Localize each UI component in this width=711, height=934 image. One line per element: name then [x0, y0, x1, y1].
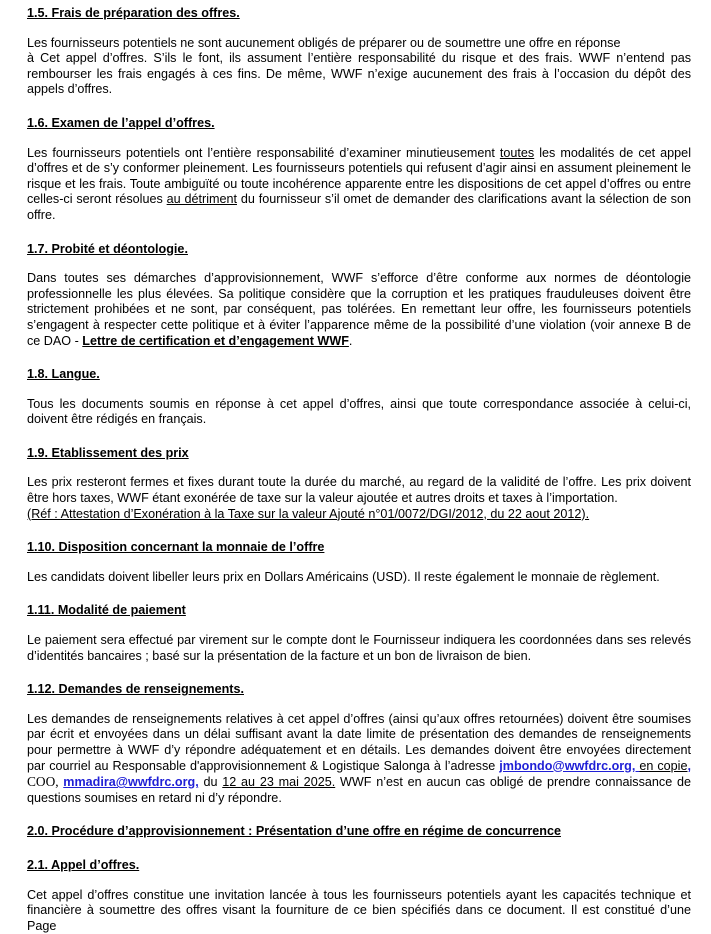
section-1-10-heading: 1.10. Disposition concernant la monnaie de l’offre	[27, 540, 325, 555]
section-1-6-text-3: du fournisseur s’il omet de demander des clarifications avant la sélection de son offre.	[27, 192, 691, 222]
section-1-11-heading: 1.11. Modalité de paiement	[27, 603, 186, 618]
underlined-au-detriment: au détriment	[166, 192, 237, 207]
section-1-12-heading: 1.12. Demandes de renseignements.	[27, 682, 244, 697]
section-1-11-body: Le paiement sera effectué par virement sur le compte dont le Fournisseur indiquera les coordonnées dans ses relevés d’identités bancaires ; basé sur la présentation de la facture et un bon de livraison de bien.	[27, 633, 691, 663]
section-1-6-text-2: les modalités de cet appel d’offres et de s’y conformer pleinement. Les fournisseurs potentiels qui refusent d’agir ainsi en assument pleinement le risque et les frais. Toute ambiguïté ou toute incohérence apparente entre les dispositions de cet appel d’offres ou entre celles-ci seront résolues	[27, 145, 691, 207]
coo-label: COO,	[27, 774, 64, 790]
section-1-12-text-3: du	[198, 775, 223, 790]
comma-separator: ,	[687, 758, 691, 773]
section-1-9-heading: 1.9. Etablissement des prix	[27, 445, 189, 460]
section-2-0-heading: 2.0. Procédure d’approvisionnement : Présentation d’une offre en régime de concurrence	[27, 824, 561, 839]
inquiry-dates: 12 au 23 mai 2025.	[222, 775, 336, 790]
section-1-8-heading: 1.8. Langue.	[27, 367, 100, 382]
section-1-5-body: à Cet appel d’offres. S’ils le font, ils assument l’entière responsabilité du risque et des frais. WWF n’entend pas rembourser les frais engagés à ces fins. De même, WWF n’exige aucunement des frais à l’occasion du dépôt des appels d’offres.	[27, 51, 691, 97]
email-link-mmadira[interactable]: mmadira@wwfdrc.org,	[63, 775, 199, 790]
section-1-7-text-1: Dans toutes ses démarches d’approvisionnement, WWF s’efforce d’être conforme aux normes de déontologie professionnelle les plus élevées. Sa politique considère que la corruption et les pratiques frauduleuses doivent être strictement prohibées et ne sont, par conséquent, pas tolérées. En remettant leur offre, les fournisseurs potentiels s’engagent à respecter cette politique et à éviter l’apparence même de la possibilité d’une violation (voir annexe B de ce DAO -	[27, 271, 691, 348]
section-1-6-text-1: Les fournisseurs potentiels ont l’entière responsabilité d’examiner minutieusement	[27, 145, 500, 160]
section-1-6-heading: 1.6. Examen de l’appel d’offres.	[27, 115, 215, 130]
section-1-9-body: Les prix resteront fermes et fixes durant toute la durée du marché, au regard de la validité de l’offre. Les prix doivent être hors taxes, WWF étant exonérée de taxe sur la valeur ajoutée et autres droits et taxes à l’importation.	[27, 475, 691, 506]
section-1-10-body: Les candidats doivent libeller leurs prix en Dollars Américains (USD). Il reste également le monnaie de règlement.	[27, 569, 660, 584]
section-1-12-body	[27, 712, 691, 807]
section-1-12-text-4: WWF n’est en aucun cas obligé de prendre connaissance de questions soumises en retard ni d’y répondre.	[27, 775, 691, 805]
section-1-6-body	[27, 146, 691, 224]
section-2-1-body: Cet appel d’offres constitue une invitation lancée à tous les fournisseurs potentiels ayant les capacités technique et financière à soumettre des offres visant la fourniture de ce bien spécifiés dans ce document. Il est constitué d’une Page	[27, 887, 691, 933]
section-1-12-text-1: Les demandes de renseignements relatives à cet appel d’offres (ainsi qu’aux offres retournées) doivent être soumises par écrit et envoyées dans un délai suffisant avant la date limite de présentation des demandes de renseignements pour permettre à WWF d’y répondre adéquatement et en détails. Les demandes doivent être envoyées directement par courriel au Responsable d'approvisionnement & Logistique Salonga à l’adresse	[27, 711, 691, 773]
section-1-9-reference	[27, 507, 691, 523]
en-copie-text: en copie	[639, 758, 688, 773]
section-1-8-body: Tous les documents soumis en réponse à cet appel d’offres, ainsi que toute correspondance associée à celui-ci, doivent être rédigés en français.	[27, 396, 691, 427]
section-1-7-body	[27, 271, 691, 349]
section-2-1-heading: 2.1. Appel d’offres.	[27, 857, 140, 872]
section-1-7-text-2: .	[348, 333, 353, 348]
email-link-jmbondo[interactable]: jmbondo@wwfdrc.org,	[499, 758, 640, 773]
exoneration-reference: (Réf : Attestation d’Exonération à la Taxe sur la valeur Ajouté n°01/0072/DGI/2012, du 22 aout 2012).	[27, 506, 590, 521]
certification-letter-reference: Lettre de certification et d’engagement WWF	[82, 333, 349, 348]
section-1-5-line-1: Les fournisseurs potentiels ne sont aucunement obligés de préparer ou de soumettre une offre en réponse	[27, 35, 621, 50]
document-page	[27, 6, 691, 934]
section-1-7-heading: 1.7. Probité et déontologie.	[27, 241, 188, 256]
underlined-toutes: toutes	[499, 145, 535, 160]
section-1-5-heading: 1.5. Frais de préparation des offres.	[27, 6, 240, 20]
